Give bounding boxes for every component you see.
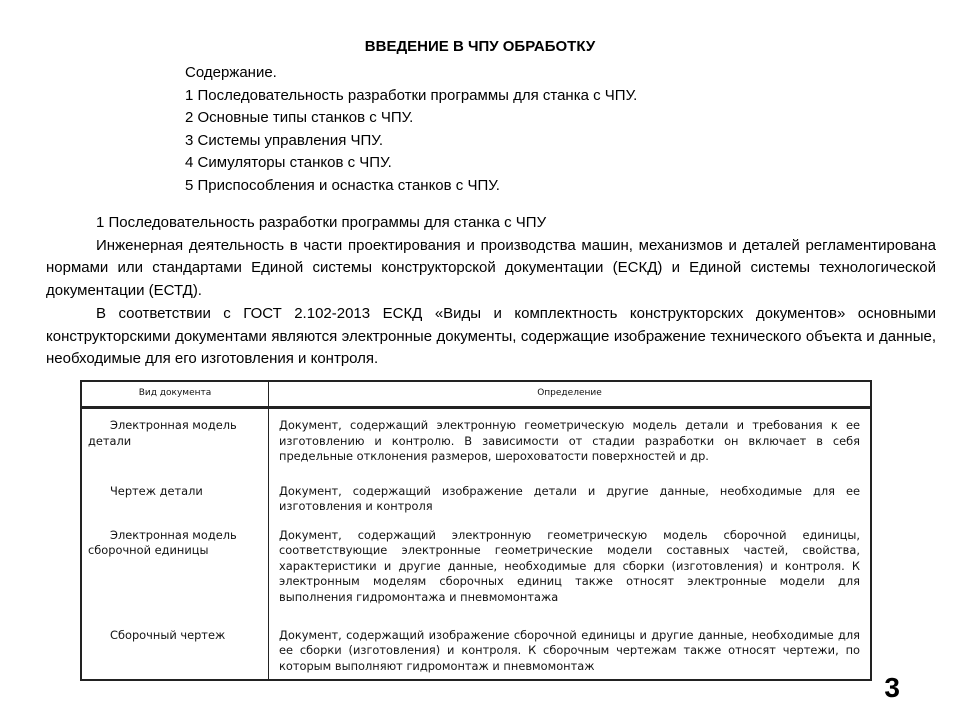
page-number: 3 bbox=[884, 672, 900, 703]
table-row bbox=[81, 408, 871, 478]
cell-document-type: Сборочный чертеж bbox=[81, 620, 269, 680]
cell-definition: Документ, содержащий изображение сборочной единицы и другие данные, необходимые для ее сборки (изготовления) и контроля. К сборочным чертежам также относят чертежи, по которым выполняют гидромонтаж и пневмомонтаж bbox=[269, 620, 872, 680]
table-row bbox=[81, 478, 871, 520]
column-header-definition: Определение bbox=[269, 381, 872, 408]
table-row bbox=[81, 520, 871, 620]
cell-definition: Документ, содержащий электронную геометрическую модель сборочной единицы, соответствующие электронные геометрические модели составных частей, свойства, характеристики и другие данные, необходимые для сборки (изготовления) и контроля. К электронным моделям сборочных единиц также относят электронные модели для выполнения гидромонтажа и пневмомонтажа bbox=[269, 520, 872, 620]
toc-heading: Содержание. bbox=[185, 64, 277, 81]
section-heading: 1 Последовательность разработки программы для станка с ЧПУ bbox=[96, 214, 547, 231]
cell-definition: Документ, содержащий электронную геометрическую модель детали и требования к ее изготовлению и контролю. В зависимости от стадии разработки он включает в себя предельные отклонения размеров, шероховатости поверхностей и др. bbox=[269, 408, 872, 478]
toc-item: 1 Последовательность разработки программы для станка с ЧПУ. bbox=[185, 86, 638, 104]
toc-item: 5 Приспособления и оснастка станков с ЧПУ. bbox=[185, 176, 500, 194]
document-types-table bbox=[80, 380, 872, 684]
toc-item: 4 Симуляторы станков с ЧПУ. bbox=[185, 154, 392, 172]
table-row bbox=[81, 620, 871, 680]
cell-document-type: Электронная модель детали bbox=[81, 408, 269, 478]
table-of-contents bbox=[185, 62, 637, 198]
page-title: ВВЕДЕНИЕ В ЧПУ ОБРАБОТКУ bbox=[364, 38, 596, 55]
cell-document-type: Электронная модель сборочной единицы bbox=[81, 520, 269, 620]
cell-definition: Документ, содержащий изображение детали и другие данные, необходимые для ее изготовления и контроля bbox=[269, 478, 872, 520]
paragraph: Инженерная деятельность в части проектирования и производства машин, механизмов и деталей регламентирована нормами или стандартами Единой системы конструкторской документации (ЕСКД) и Единой системы технологической документации (ЕСТД). bbox=[46, 236, 936, 300]
toc-item: 2 Основные типы станков с ЧПУ. bbox=[185, 109, 414, 127]
table-header-row bbox=[81, 381, 871, 408]
paragraph: В соответствии с ГОСТ 2.102-2013 ЕСКД «Виды и комплектность конструкторских документов» основными конструкторскими документами являются электронные документы, содержащие изображение технического объекта и данные, необходимые для его изготовления и контроля. bbox=[46, 304, 936, 368]
toc-item: 3 Системы управления ЧПУ. bbox=[185, 131, 383, 149]
section-body bbox=[46, 212, 936, 371]
cell-document-type: Чертеж детали bbox=[81, 478, 269, 520]
column-header-type: Вид документа bbox=[81, 381, 269, 408]
